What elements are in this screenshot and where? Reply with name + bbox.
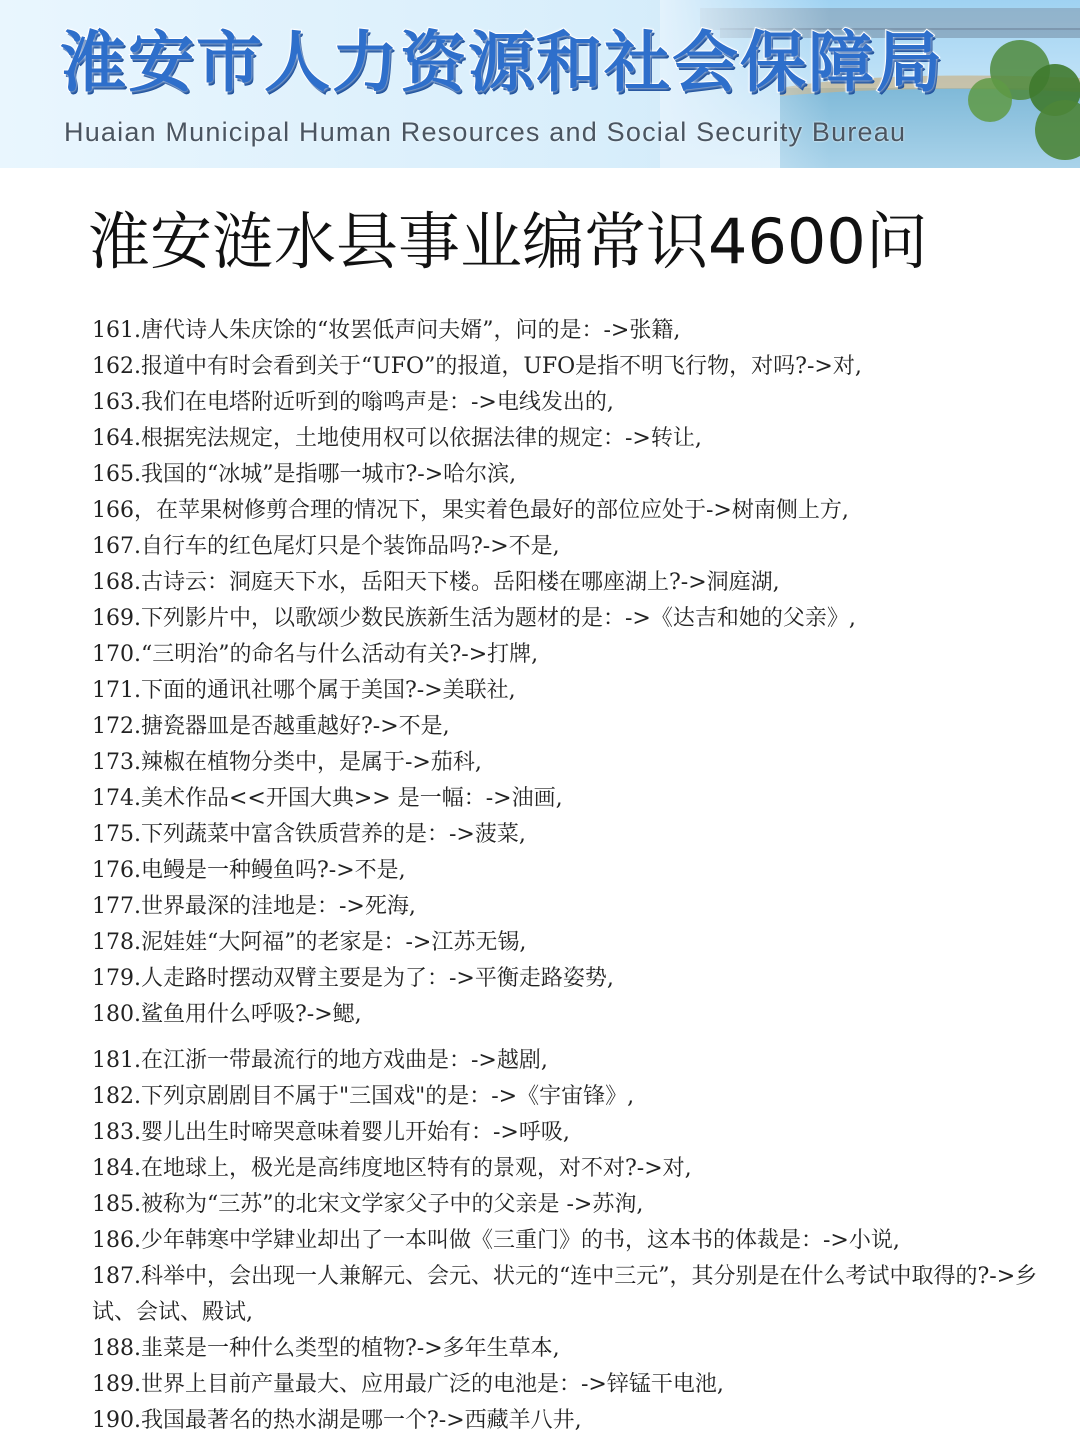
- page-title: 淮安涟水县事业编常识4600问: [88, 205, 928, 278]
- qa-item: 167.自行车的红色尾灯只是个装饰品吗?->不是,: [92, 534, 560, 559]
- header-banner: [0, 0, 1080, 168]
- qa-item: 183.婴儿出生时啼哭意味着婴儿开始有：->呼吸,: [92, 1120, 570, 1145]
- qa-item: 163.我们在电塔附近听到的嗡鸣声是：->电线发出的,: [92, 390, 614, 415]
- qa-item: 181.在江浙一带最流行的地方戏曲是：->越剧,: [92, 1048, 548, 1073]
- qa-item: 164.根据宪法规定，土地使用权可以依据法律的规定：->转让,: [92, 426, 702, 451]
- qa-item: 171.下面的通讯社哪个属于美国?->美联社,: [92, 678, 516, 703]
- qa-item: 172.搪瓷器皿是否越重越好?->不是,: [92, 714, 450, 739]
- qa-item: 189.世界上目前产量最大、应用最广泛的电池是：->锌锰干电池,: [92, 1372, 724, 1397]
- qa-item: 176.电鳗是一种鳗鱼吗?->不是,: [92, 858, 406, 883]
- qa-item: 179.人走路时摆动双臂主要是为了：->平衡走路姿势,: [92, 966, 614, 991]
- qa-item: 162.报道中有时会看到关于“UFO”的报道，UFO是指不明飞行物，对吗?->对,: [92, 354, 862, 379]
- qa-item: 161.唐代诗人朱庆馀的“妆罢低声问夫婿”，问的是：->张籍,: [92, 318, 681, 343]
- qa-item: 188.韭菜是一种什么类型的植物?->多年生草本,: [92, 1336, 560, 1361]
- qa-item: 174.美术作品<<开国大典>> 是一幅：->油画,: [92, 786, 563, 811]
- qa-item: 185.被称为“三苏”的北宋文学家父子中的父亲是 ->苏洵,: [92, 1192, 644, 1217]
- bureau-name-english: Huaian Municipal Human Resources and Social Security Bureau: [64, 117, 907, 147]
- bureau-name-chinese: 淮安市人力资源和社会保障局: [60, 23, 944, 101]
- qa-item: 165.我国的“冰城”是指哪一城市?->哈尔滨,: [92, 462, 517, 487]
- qa-item: 184.在地球上，极光是高纬度地区特有的景观，对不对?->对,: [92, 1156, 692, 1181]
- qa-item: 166，在苹果树修剪合理的情况下，果实着色最好的部位应处于->树南侧上方,: [92, 498, 849, 523]
- qa-item: 178.泥娃娃“大阿福”的老家是：->江苏无锡,: [92, 930, 527, 955]
- qa-item: 170.“三明治”的命名与什么活动有关?->打牌,: [92, 642, 539, 667]
- qa-item: 187.科举中，会出现一人兼解元、会元、状元的“连中三元”，其分别是在什么考试中取得的?->乡试、会试、殿试,: [92, 1264, 1038, 1325]
- qa-item: 186.少年韩寒中学肄业却出了一本叫做《三重门》的书，这本书的体裁是：->小说,: [92, 1228, 900, 1253]
- qa-item: 173.辣椒在植物分类中，是属于->茄科,: [92, 750, 482, 775]
- qa-list: [92, 313, 1052, 1439]
- qa-item: 182.下列京剧剧目不属于"三国戏"的是：->《宇宙锋》,: [92, 1084, 635, 1109]
- qa-item: 175.下列蔬菜中富含铁质营养的是：->菠菜,: [92, 822, 526, 847]
- qa-item: 180.鲨鱼用什么呼吸?->鳃,: [92, 1002, 362, 1027]
- qa-item: 190.我国最著名的热水湖是哪一个?->西藏羊八井,: [92, 1408, 582, 1433]
- qa-item: 177.世界最深的洼地是：->死海,: [92, 894, 416, 919]
- qa-item: 168.古诗云：洞庭天下水，岳阳天下楼。岳阳楼在哪座湖上?->洞庭湖,: [92, 570, 780, 595]
- qa-item: 169.下列影片中，以歌颂少数民族新生活为题材的是：->《达吉和她的父亲》,: [92, 606, 856, 631]
